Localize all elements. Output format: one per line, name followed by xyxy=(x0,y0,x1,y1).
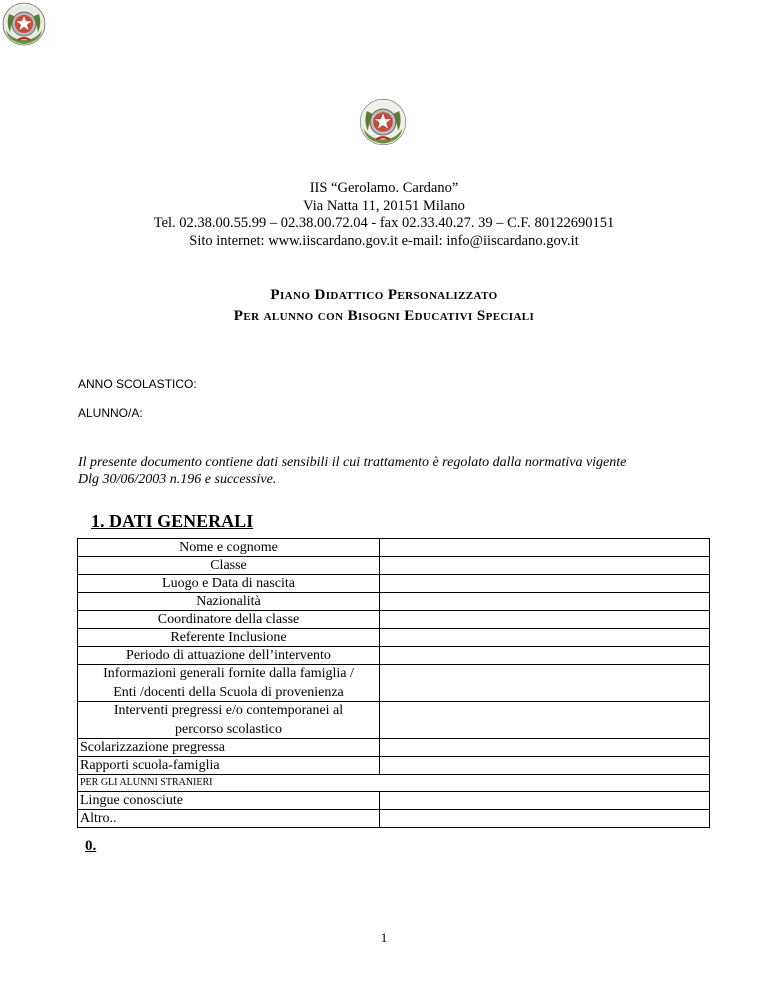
table-row xyxy=(78,557,710,575)
row-label: Periodo di attuazione dell’intervento xyxy=(78,647,380,665)
list-number-zero: 0. xyxy=(85,838,97,854)
row-value-field[interactable] xyxy=(380,647,710,665)
row-value-field[interactable] xyxy=(380,557,710,575)
anno-scolastico-label: ANNO SCOLASTICO: xyxy=(78,377,197,391)
table-row xyxy=(78,647,710,665)
table-row xyxy=(78,739,710,757)
table-row xyxy=(78,810,710,828)
table-row xyxy=(78,539,710,557)
emblem-corner-icon xyxy=(0,0,48,48)
table-row xyxy=(78,792,710,810)
emblem-center-icon xyxy=(357,96,409,148)
privacy-notice-line-1: Il presente documento contiene dati sensibili il cui trattamento è regolato dalla normativa vigente xyxy=(78,455,627,470)
row-label: Coordinatore della classe xyxy=(78,611,380,629)
row-label-famiglia xyxy=(78,665,380,702)
privacy-notice xyxy=(78,454,718,488)
row-label: Nome e cognome xyxy=(78,539,380,557)
row-label: Scolarizzazione pregressa xyxy=(78,739,380,757)
table-row xyxy=(78,629,710,647)
table-row xyxy=(78,775,710,792)
row-value-field[interactable] xyxy=(380,702,710,739)
row-value-field[interactable] xyxy=(380,575,710,593)
interventi-line-2: percorso scolastico xyxy=(175,722,282,737)
title-line-1: Piano Didattico Personalizzato xyxy=(270,287,498,303)
school-web: Sito internet: www.iiscardano.gov.it e-mail: info@iiscardano.gov.it xyxy=(189,232,579,249)
row-value-field[interactable] xyxy=(380,611,710,629)
stranieri-subheading: PER GLI ALUNNI STRANIERI xyxy=(78,775,710,792)
interventi-line-1: Interventi pregressi e/o contemporanei al xyxy=(113,703,344,718)
table-row xyxy=(78,593,710,611)
section-heading: 1. DATI GENERALI xyxy=(91,511,254,531)
table-row xyxy=(78,702,710,739)
page-number: 1 xyxy=(380,930,388,945)
document-title xyxy=(0,285,768,327)
row-label: Nazionalità xyxy=(78,593,380,611)
row-value-field[interactable] xyxy=(380,810,710,828)
row-value-field[interactable] xyxy=(380,539,710,557)
row-value-field[interactable] xyxy=(380,739,710,757)
table-row xyxy=(78,611,710,629)
table-row xyxy=(78,757,710,775)
row-value-field[interactable] xyxy=(380,593,710,611)
general-data-table xyxy=(77,538,710,828)
alunno-label: ALUNNO/A: xyxy=(78,406,143,420)
row-label: Lingue conosciute xyxy=(78,792,380,810)
row-label: Altro.. xyxy=(78,810,380,828)
privacy-notice-line-2: Dlg 30/06/2003 n.196 e successive. xyxy=(78,472,277,487)
famiglia-line-2: Enti /docenti della Scuola di provenienza xyxy=(113,685,344,700)
row-label: Rapporti scuola-famiglia xyxy=(78,757,380,775)
school-phone: Tel. 02.38.00.55.99 – 02.38.00.72.04 - fax 02.33.40.27. 39 – C.F. 80122690151 xyxy=(153,215,615,231)
table-row xyxy=(78,665,710,702)
famiglia-line-1: Informazioni generali fornite dalla famiglia / xyxy=(103,666,354,681)
row-label: Luogo e Data di nascita xyxy=(78,575,380,593)
row-value-field[interactable] xyxy=(380,757,710,775)
row-value-field[interactable] xyxy=(380,792,710,810)
row-value-field[interactable] xyxy=(380,629,710,647)
row-label: Classe xyxy=(78,557,380,575)
school-header xyxy=(0,180,768,250)
school-address: Via Natta 11, 20151 Milano xyxy=(303,197,465,214)
school-name: IIS “Gerolamo. Cardano” xyxy=(309,180,459,196)
table-row xyxy=(78,575,710,593)
row-label-interventi xyxy=(78,702,380,739)
row-label: Referente Inclusione xyxy=(78,629,380,647)
title-line-2: Per alunno con Bisogni Educativi Speciali xyxy=(233,308,535,324)
row-value-field[interactable] xyxy=(380,665,710,702)
